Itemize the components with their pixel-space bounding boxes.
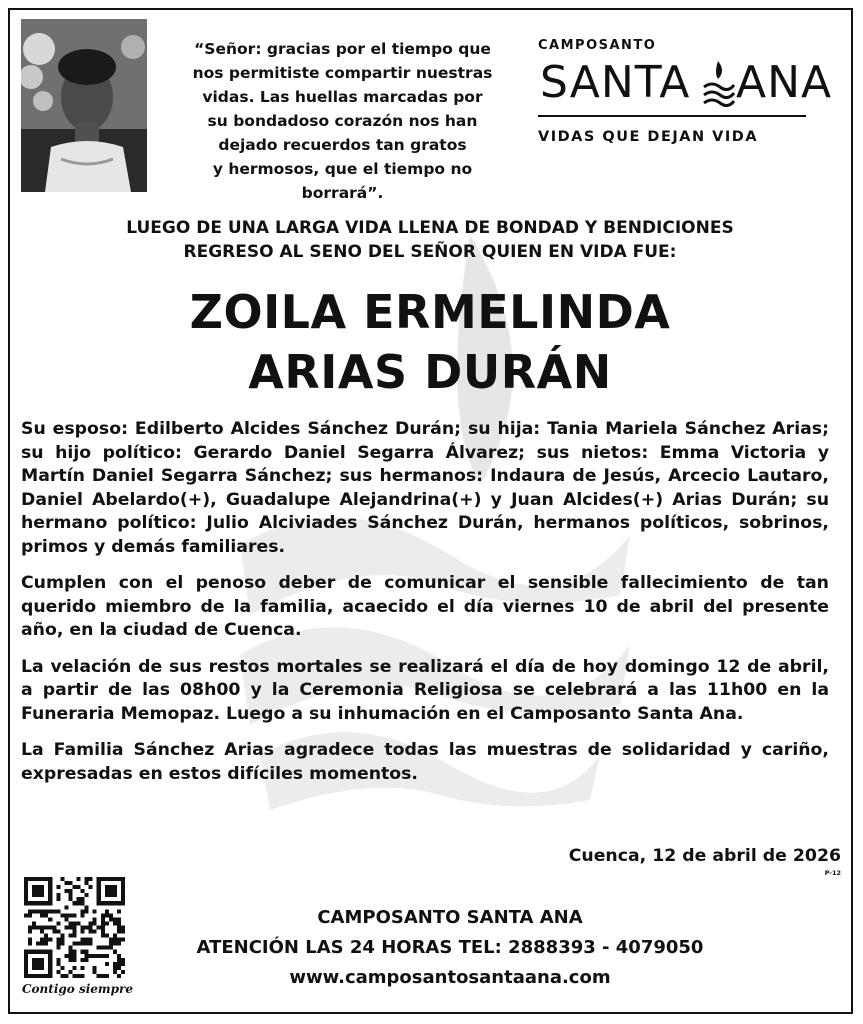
- obituary-body: [21, 418, 829, 799]
- portrait-photo: [21, 19, 147, 192]
- logo-wordmark: [538, 53, 833, 111]
- thanks-paragraph: La Familia Sánchez Arias agradece todas las muestras de solidaridad y cariño, expresadas en estos difíciles momentos.: [21, 740, 829, 784]
- logo-word-right: ANA: [736, 57, 833, 108]
- logo-tagline: VIDAS QUE DEJAN VIDA: [538, 129, 759, 145]
- wake-paragraph: La velación de sus restos mortales se realizará el día de hoy domingo 12 de abril, a partir de las 08h00 y la Ceremonia Religiosa se celebrará a las 11h00 en la Funeraria Memopaz. Luego a su inhumación en el Camposanto Santa Ana.: [21, 656, 829, 724]
- deceased-name-line: ARIAS DURÁN: [248, 345, 612, 399]
- footer-contact: [140, 903, 760, 993]
- intro-text: [30, 216, 830, 264]
- flame-wave-icon: [700, 59, 736, 115]
- page-code: P-12: [824, 869, 841, 877]
- dateline: Cuenca, 12 de abril de 2026: [568, 846, 841, 866]
- footer-website-link[interactable]: www.camposantosantaana.com: [289, 967, 611, 988]
- camposanto-logo: [538, 38, 833, 145]
- quote-line: vidas. Las huellas marcadas por: [202, 88, 483, 106]
- deceased-name: [20, 282, 840, 402]
- logo-word-left: SANTA: [540, 57, 691, 108]
- qr-caption: Contigo siempre: [22, 982, 133, 996]
- intro-line: REGRESO AL SENO DEL SEÑOR QUIEN EN VIDA FUE:: [183, 242, 677, 262]
- quote-line: “Señor: gracias por el tiempo que: [194, 40, 491, 58]
- logo-top-text: CAMPOSANTO: [538, 38, 657, 53]
- quote-line: su bondadoso corazón nos han: [207, 112, 478, 130]
- qr-code[interactable]: [24, 877, 125, 978]
- quote-line: nos permitiste compartir nuestras: [192, 64, 493, 82]
- quote-line: dejado recuerdos tan gratos: [218, 136, 467, 154]
- footer-company: CAMPOSANTO SANTA ANA: [317, 907, 583, 928]
- logo-divider: [538, 115, 806, 117]
- notice-paragraph: Cumplen con el penoso deber de comunicar el sensible fallecimiento de tan querido miembro de la familia, acaecido el día viernes 10 de abril del presente año, en la ciudad de Cuenca.: [21, 573, 829, 640]
- deceased-name-line: ZOILA ERMELINDA: [189, 285, 671, 339]
- quote-line: y hermosos, que el tiempo no: [212, 160, 473, 178]
- footer-phone: ATENCIÓN LAS 24 HORAS TEL: 2888393 - 4079050: [196, 937, 704, 958]
- quote-block: [165, 37, 520, 205]
- quote-line: borrará”.: [301, 184, 384, 202]
- intro-line: LUEGO DE UNA LARGA VIDA LLENA DE BONDAD Y BENDICIONES: [126, 218, 734, 238]
- family-paragraph: Su esposo: Edilberto Alcides Sánchez Durán; su hija: Tania Mariela Sánchez Arias; su hijo político: Gerardo Daniel Segarra Álvarez; sus nietos: Emma Victoria y Martín Daniel Segarra Sánchez; sus hermanos: Indaura de Jesús, Arcecio Lautaro, Daniel Abelardo(+), Guadalupe Alejandrina(+) y Juan Alcides(+) Arias Durán; su hermano político: Julio Alciviades Sánchez Durán, hermanos políticos, sobrinos, primos y demás familiares.: [21, 419, 829, 557]
